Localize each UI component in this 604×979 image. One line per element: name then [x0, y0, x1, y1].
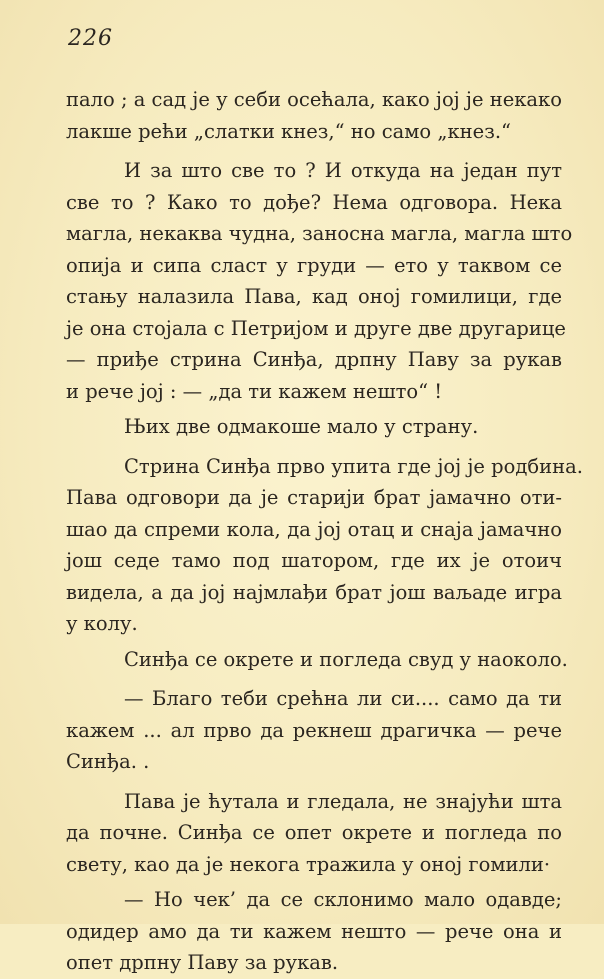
paragraph-spacer	[66, 443, 562, 451]
paragraph	[66, 683, 562, 778]
text-line: — Благо теби срећна ли си.... само да ти	[124, 687, 562, 710]
paragraph	[66, 884, 562, 979]
text-line: све то ? Како то дође? Нема одговора. Нека	[66, 190, 562, 214]
text-line: је она стојала с Петријом и друге две другарице	[66, 316, 566, 340]
paragraph	[66, 644, 568, 676]
paragraph	[66, 786, 562, 881]
text-line: опет дрпну Паву за рукав.	[66, 951, 339, 974]
text-line: Пава је ћутала и гледала, не знајући шта	[124, 789, 562, 813]
text-line: у колу.	[66, 612, 138, 635]
text-line: — приђе стрина Синђа, дрпну Паву за рукав	[66, 348, 562, 371]
text-line: Синђа се окрете и погледа свуд у наоколо.	[124, 647, 568, 671]
text-line: Њих две одмакоше мало у страну.	[124, 415, 479, 438]
text-line: шао да спреми кола, да јој отац и снаја јамачно	[66, 517, 562, 541]
paragraph	[66, 411, 562, 443]
paragraph	[66, 84, 562, 147]
text-line: лакше рећи „слатки кнез,“ но само „кнез.“	[66, 119, 511, 143]
body-text	[66, 84, 583, 979]
paragraph-spacer	[66, 675, 562, 683]
text-line: да почне. Синђа се опет окрете и погледа по	[66, 821, 562, 844]
paragraph-spacer	[66, 147, 562, 155]
text-line: одидер амо да ти кажем нешто — рече она и	[66, 919, 562, 943]
page-number: 226	[68, 26, 113, 51]
text-line: И за што све то ? И откуда на један пут	[124, 159, 562, 182]
text-line: кажем ... ал прво да рекнеш драгичка — рече	[66, 718, 562, 742]
text-line: опија и сипа сласт у груди — ето у таквом се	[66, 253, 562, 277]
text-line: и рече јој : — „да ти кажем нешто“ !	[66, 379, 443, 403]
text-line: Пава одговори да је старији брат јамачно оти-	[66, 486, 562, 509]
paragraph	[66, 451, 583, 640]
text-line: видела, а да јој најмлађи брат још ваљаде игра	[66, 580, 562, 604]
paragraph-spacer	[66, 778, 562, 786]
text-line: магла, некаква чудна, заносна магла, магла што	[66, 222, 573, 245]
paragraph	[66, 155, 573, 407]
text-line: стању налазила Пава, кад оној гомилици, где	[66, 285, 562, 308]
text-line: још седе тамо под шатором, где их је отоич	[66, 549, 562, 572]
text-line: — Но чек’ да се склонимо мало одавде;	[124, 888, 562, 911]
text-line: Стрина Синђа прво упита где јој је родбина.	[124, 454, 583, 478]
text-line: свету, као да је некога тражила у оној гомили·	[66, 852, 551, 876]
text-line: пало ; а сад је у себи осећала, како јој је некако	[66, 88, 562, 111]
text-line: Синђа. .	[66, 750, 150, 773]
